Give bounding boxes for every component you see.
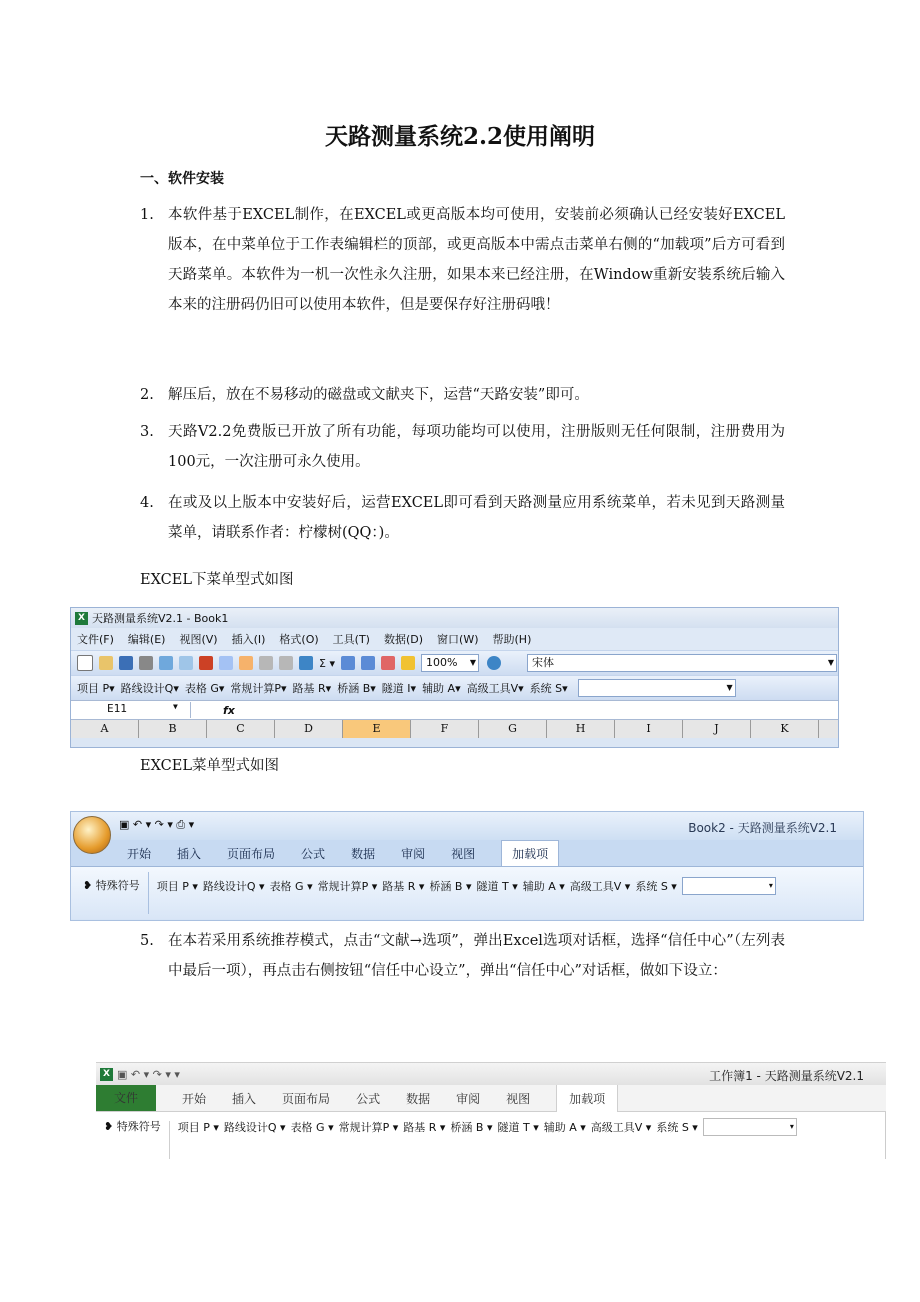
fx-icon[interactable]: fx	[223, 703, 235, 717]
copy-icon[interactable]	[219, 656, 233, 670]
addin-menu-calc[interactable]: 常规计算P▾	[230, 682, 287, 695]
column-header[interactable]: J	[683, 720, 751, 738]
paste-icon[interactable]	[239, 656, 253, 670]
excel-logo-icon: X	[100, 1068, 113, 1081]
addin-menu-route-design[interactable]: 路线设计Q ▾	[202, 880, 265, 893]
addin-menu-advanced[interactable]: 高级工具V ▾	[590, 1121, 652, 1134]
document-title: 天路测量系统2.2使用阐明	[324, 123, 595, 150]
addin-menu-table[interactable]: 表格 G▾	[184, 682, 225, 695]
addin-menu-route-design[interactable]: 路线设计Q▾	[120, 682, 179, 695]
item-number: 3.	[140, 424, 154, 440]
new-icon[interactable]	[77, 655, 93, 671]
sort-desc-icon[interactable]	[361, 656, 375, 670]
quick-access-icons[interactable]: ▣ ↶ ▾ ↷ ▾ ▾	[117, 1067, 180, 1081]
tab-addins[interactable]: 加载项	[501, 840, 559, 866]
addin-menu-tunnel[interactable]: 隧道 T ▾	[497, 1121, 539, 1134]
addin-menu-project[interactable]: 项目 P ▾	[156, 880, 198, 893]
tab-formulas[interactable]: 公式	[356, 1091, 381, 1106]
list-item	[140, 926, 785, 986]
item-number: 2.	[140, 387, 154, 403]
window-title: 天路测量系统V2.1 - Book1	[92, 612, 229, 625]
column-headers	[71, 720, 838, 738]
addin-menu-aux[interactable]: 辅助 A ▾	[543, 1121, 586, 1134]
addin-menu-table[interactable]: 表格 G ▾	[290, 1121, 334, 1134]
window-title: 工作簿1 - 天路测量系统V2.1	[709, 1069, 864, 1083]
menu-data[interactable]: 数据(D)	[383, 633, 424, 646]
list-item	[140, 380, 785, 410]
tab-view[interactable]: 视图	[451, 846, 476, 861]
menu-bar	[71, 628, 838, 650]
addin-menu-system[interactable]: 系统 S ▾	[635, 880, 677, 893]
tab-page-layout[interactable]: 页面布局	[282, 1091, 331, 1106]
dropdown-icon[interactable]: ▼	[173, 702, 178, 711]
menu-file[interactable]: 文件(F)	[77, 633, 114, 646]
excel2003-screenshot	[70, 607, 839, 748]
addin-combo[interactable]: ▾	[682, 877, 776, 895]
quick-access-icons[interactable]: ▣ ↶ ▾ ↷ ▾ ⎙ ▾	[119, 818, 195, 831]
undo-icon[interactable]	[259, 656, 273, 670]
ribbon-tabs	[96, 1085, 886, 1112]
column-header[interactable]: D	[275, 720, 343, 738]
addin-menu-bridge[interactable]: 桥涵 B ▾	[429, 880, 472, 893]
addin-menu-tunnel[interactable]: 隧道 T ▾	[476, 880, 518, 893]
tab-review[interactable]: 审阅	[401, 846, 426, 861]
menu-insert[interactable]: 插入(I)	[231, 633, 266, 646]
item-text: 在本若采用系统推荐模式，点击“文献→选项”，弹出Excel选项对话框，选择“信任中心”（左列表中最后一项），再点击右侧按钮“信任中心设立”，弹出“信任中心”对话框，做如下设立：	[168, 933, 785, 979]
sort-asc-icon[interactable]	[341, 656, 355, 670]
addin-menu-aux[interactable]: 辅助 A▾	[422, 682, 461, 695]
column-header[interactable]: C	[207, 720, 275, 738]
chart-icon[interactable]	[381, 656, 395, 670]
redo-icon[interactable]	[279, 656, 293, 670]
addin-menu-row	[178, 1118, 797, 1136]
drawing-icon[interactable]	[401, 656, 415, 670]
special-symbols-button[interactable]: ❥ 特殊符号	[104, 1120, 161, 1133]
help-icon[interactable]	[487, 656, 501, 670]
addin-menu-table[interactable]: 表格 G ▾	[269, 880, 313, 893]
menu-help[interactable]: 帮助(H)	[492, 633, 532, 646]
tab-review[interactable]: 审阅	[456, 1091, 481, 1106]
title-bar	[71, 608, 838, 628]
ribbon-content	[71, 866, 863, 919]
excel2007-screenshot	[70, 811, 864, 921]
menu-format[interactable]: 格式(O)	[279, 633, 319, 646]
column-header[interactable]: G	[479, 720, 547, 738]
item-text: 本软件基于EXCEL制作，在EXCEL或更高版本均可使用，安装前必须确认已经安装好EXCEL版本，在中菜单位于工作表编辑栏的顶部，或更高版本中需点击菜单右侧的“加载项”后方可看到天路菜单。本软件为一机一次性永久注册，如果本来已经注册，在Window重新安装系统后输入本来的注册码仍旧可以使用本软件，但是要保存好注册码哦！	[168, 207, 785, 313]
spelling-icon[interactable]	[179, 656, 193, 670]
name-box[interactable]: E11 ▼	[71, 702, 191, 718]
addin-menu-subgrade[interactable]: 路基 R ▾	[403, 1121, 446, 1134]
caption-2003: EXCEL下菜单型式如图	[140, 572, 294, 588]
ribbon-separator	[148, 872, 149, 914]
list-item	[140, 417, 785, 477]
item-number: 4.	[140, 495, 154, 511]
cut-icon[interactable]	[199, 656, 213, 670]
tab-page-layout[interactable]: 页面布局	[227, 846, 276, 861]
list-item	[140, 200, 785, 320]
preview-icon[interactable]	[159, 656, 173, 670]
tab-home[interactable]: 开始	[182, 1091, 207, 1106]
tab-formulas[interactable]: 公式	[301, 846, 326, 861]
ribbon-tabs	[71, 840, 863, 866]
font-select[interactable]: 宋体 ▼	[527, 654, 837, 672]
tab-data[interactable]: 数据	[406, 1091, 431, 1106]
window-title: Book2 - 天路测量系统V2.1	[688, 821, 837, 835]
addin-menu-advanced[interactable]: 高级工具V ▾	[569, 880, 631, 893]
column-header[interactable]: F	[411, 720, 479, 738]
addin-menu-advanced[interactable]: 高级工具V▾	[466, 682, 524, 695]
save-icon[interactable]	[119, 656, 133, 670]
column-header-selected[interactable]: E	[343, 720, 411, 738]
ribbon-content	[96, 1112, 886, 1159]
addin-combo[interactable]: ▾	[703, 1118, 797, 1136]
special-symbols-button[interactable]: ❥ 特殊符号	[83, 879, 140, 892]
excel-logo-icon: X	[75, 612, 88, 625]
addin-menu-subgrade[interactable]: 路基 R▾	[292, 682, 332, 695]
title-bar	[96, 1063, 886, 1085]
column-header[interactable]: B	[139, 720, 207, 738]
column-header[interactable]: K	[751, 720, 819, 738]
item-text: 在或及以上版本中安装好后，运营EXCEL即可看到天路测量应用系统菜单，若未见到天路测量菜单，请联系作者：柠檬树(QQ：)。	[168, 495, 785, 541]
tab-view[interactable]: 视图	[506, 1091, 531, 1106]
addin-toolbar	[71, 675, 838, 700]
menu-window[interactable]: 窗口(W)	[437, 633, 479, 646]
addin-menu-row	[157, 867, 776, 895]
item-text: 解压后，放在不易移动的磁盘或文献夹下，运营“天路安装”即可。	[168, 387, 589, 403]
office-button-icon[interactable]	[73, 816, 111, 854]
addin-menu-bridge[interactable]: 桥涵 B▾	[337, 682, 376, 695]
addin-menu-aux[interactable]: 辅助 A ▾	[522, 880, 565, 893]
formula-bar	[71, 700, 838, 720]
open-icon[interactable]	[99, 656, 113, 670]
ribbon-separator	[169, 1121, 170, 1159]
tab-file[interactable]: 文件	[96, 1085, 156, 1111]
addin-menu-tunnel[interactable]: 隧道 I▾	[381, 682, 417, 695]
menu-tools[interactable]: 工具(T)	[332, 633, 370, 646]
addin-combo[interactable]: ▼	[578, 679, 736, 697]
item-text: 天路V2.2免费版已开放了所有功能，每项功能均可以使用，注册版则无任何限制，注册费用为100元，一次注册可永久使用。	[168, 424, 785, 470]
title-bar	[71, 812, 863, 840]
caption-2007: EXCEL菜单型式如图	[140, 758, 279, 774]
column-header[interactable]: A	[71, 720, 139, 738]
column-header[interactable]: H	[547, 720, 615, 738]
addin-menu-system[interactable]: 系统 S▾	[529, 682, 568, 695]
tab-insert[interactable]: 插入	[232, 1091, 257, 1106]
tab-addins[interactable]: 加载项	[556, 1084, 618, 1112]
section-heading-install: 一、软件安装	[140, 171, 224, 187]
menu-edit[interactable]: 编辑(E)	[127, 633, 166, 646]
addin-menu-calc[interactable]: 常规计算P ▾	[338, 1121, 399, 1134]
addin-menu-project[interactable]: 项目 P ▾	[177, 1121, 219, 1134]
column-header[interactable]: I	[615, 720, 683, 738]
tab-insert[interactable]: 插入	[177, 846, 202, 861]
addin-menu-subgrade[interactable]: 路基 R ▾	[382, 880, 425, 893]
addin-menu-route-design[interactable]: 路线设计Q ▾	[223, 1121, 286, 1134]
print-icon[interactable]	[139, 656, 153, 670]
addin-menu-project[interactable]: 项目 P▾	[77, 682, 115, 695]
tab-data[interactable]: 数据	[351, 846, 376, 861]
tab-home[interactable]: 开始	[127, 846, 152, 861]
item-number: 5.	[140, 933, 154, 949]
hyperlink-icon[interactable]	[299, 656, 313, 670]
menu-view[interactable]: 视图(V)	[179, 633, 218, 646]
sum-icon[interactable]: Σ ▾	[319, 656, 335, 670]
item-number: 1.	[140, 207, 154, 223]
excel2010-screenshot	[96, 1062, 886, 1159]
addin-menu-system[interactable]: 系统 S ▾	[656, 1121, 698, 1134]
list-item	[140, 488, 785, 548]
standard-toolbar	[71, 650, 838, 675]
zoom-select[interactable]: 100% ▼	[421, 654, 479, 672]
addin-menu-calc[interactable]: 常规计算P ▾	[317, 880, 378, 893]
addin-menu-bridge[interactable]: 桥涵 B ▾	[450, 1121, 493, 1134]
